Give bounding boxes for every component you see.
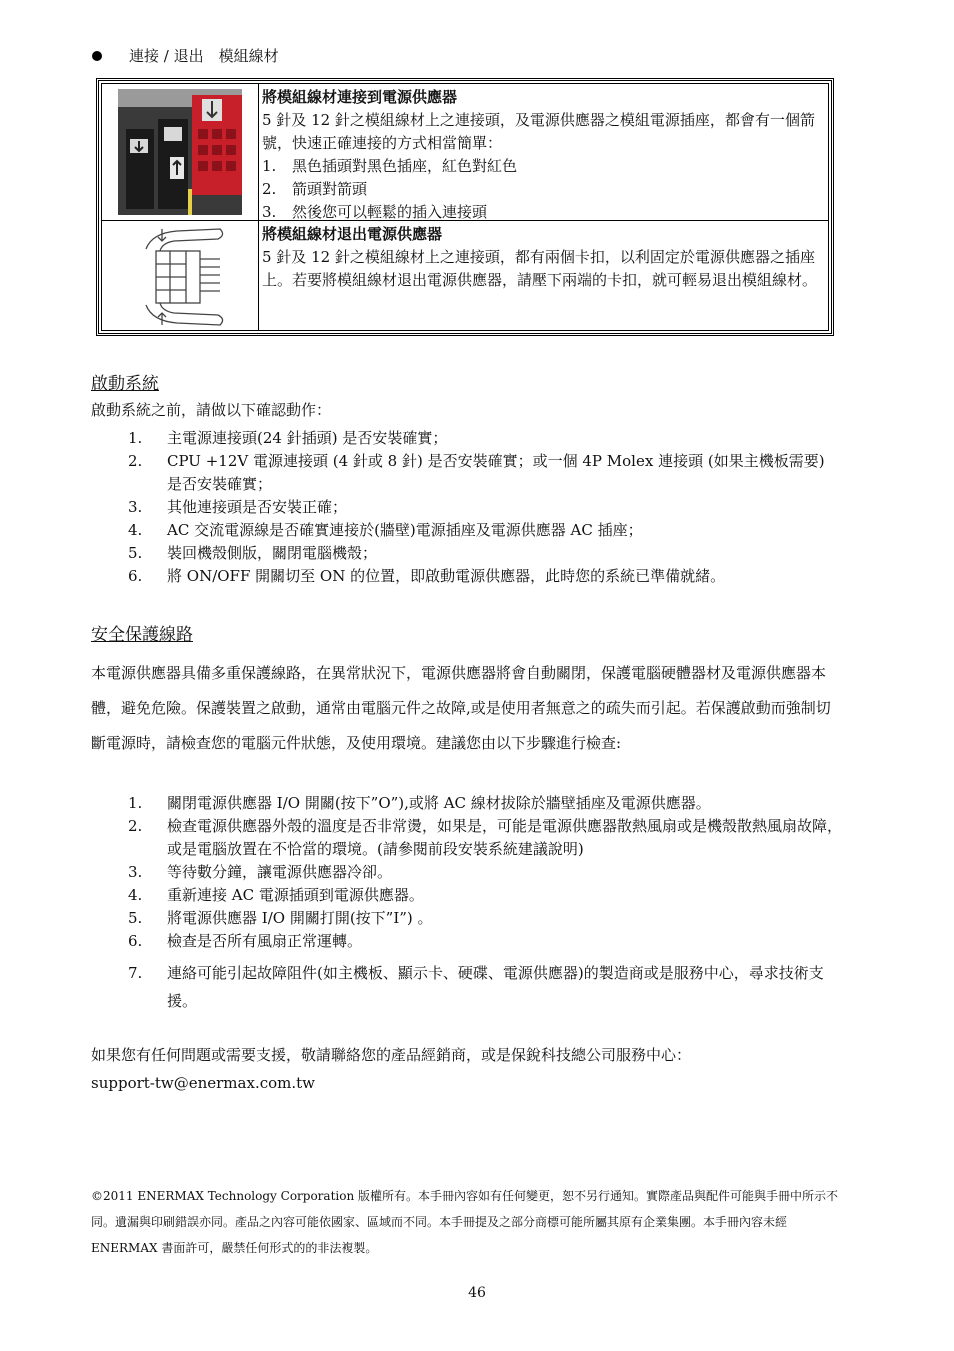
list-item: 5. 將電源供應器 I/O 開關打開(按下”I”) 。: [128, 909, 433, 927]
bullet-heading: 連接 / 退出 模組線材: [129, 47, 279, 65]
connect-step: 3. 然後您可以輕鬆的插入連接頭: [262, 203, 488, 221]
startup-intro: 啟動系統之前，請做以下確認動作：: [91, 401, 332, 419]
connector-diagram: [102, 221, 258, 333]
bullet-dot-icon: [92, 51, 102, 61]
connect-row: [102, 84, 828, 221]
copyright-notice: ©2011 ENERMAX Technology Corporation 版權所有。本手冊內容如有任何變更，恕不另行通知。實際產品與配件可能與手冊中所示不同。遺漏與印刷錯誤亦同。產品之內容可能依國家、區域而不同。本手冊提及之部分商標可能所屬其原有企業集團。本手冊內容未經 ENERMAX 書面許可，嚴禁任何形式的的非法複製。: [91, 1189, 839, 1255]
list-item: 2. 檢查電源供應器外殼的溫度是否非常燙，如果是，可能是電源供應器散熱風扇或是機殼散熱風扇故障，或是電腦放置在不恰當的環境。(請參閱前段安裝系統建議說明): [128, 817, 843, 858]
connector-photo: [118, 89, 242, 215]
connect-body: 5 針及 12 針之模組線材上之連接頭，及電源供應器之模組電源插座，都會有一個箭號，快速正確連接的方式相當簡單：: [262, 111, 815, 152]
protection-list: [91, 792, 843, 1015]
connect-text-cell: [262, 86, 822, 224]
page-number: 46: [468, 1285, 486, 1301]
protection-heading: 安全保護線路: [91, 625, 193, 645]
list-item: 1. 主電源連接頭(24 針插頭) 是否安裝確實；: [128, 429, 448, 447]
support-email[interactable]: support-tw@enermax.com.tw: [91, 1074, 315, 1092]
list-item: 5. 裝回機殼側版，關閉電腦機殼；: [128, 544, 378, 562]
list-item: 3. 其他連接頭是否安裝正確；: [128, 498, 348, 516]
list-item: 3. 等待數分鐘，讓電源供應器冷卻。: [128, 863, 393, 881]
list-item: 4. AC 交流電源線是否確實連接於(牆壁)電源插座及電源供應器 AC 插座；: [128, 521, 643, 539]
startup-heading: 啟動系統: [91, 374, 159, 394]
eject-image-cell: [102, 221, 259, 330]
list-item: 6. 檢查是否所有風扇正常運轉。: [128, 932, 363, 950]
connect-step: 1. 黑色插頭對黑色插座，紅色對紅色: [262, 157, 518, 175]
startup-list: [91, 427, 843, 588]
section-bullet: [92, 45, 279, 66]
support-note: 如果您有任何問題或需要支援，敬請聯絡您的產品經銷商，或是保銳科技總公司服務中心：: [91, 1046, 692, 1064]
list-item: 1. 關閉電源供應器 I/O 開關(按下”O”),或將 AC 線材拔除於牆壁插座及電源供應器。: [128, 794, 711, 812]
connect-title: 將模組線材連接到電源供應器: [262, 88, 458, 106]
connect-step: 2. 箭頭對箭頭: [262, 180, 368, 198]
eject-body: 5 針及 12 針之模組線材上之連接頭，都有兩個卡扣，以利固定於電源供應器之插座上。若要將模組線材退出電源供應器，請壓下兩端的卡扣，就可輕易退出模組線材。: [262, 248, 818, 289]
eject-text-cell: [262, 223, 822, 292]
eject-title: 將模組線材退出電源供應器: [262, 225, 443, 243]
list-item: 2. CPU +12V 電源連接頭 (4 針或 8 針) 是否安裝確實；或一個 4P Molex 連接頭 (如果主機板需要) 是否安裝確實；: [128, 452, 825, 493]
list-item: 7. 連絡可能引起故障阻件(如主機板、顯示卡、硬碟、電源供應器)的製造商或是服務中心，尋求技術支援。: [128, 964, 824, 1010]
connect-image-cell: [102, 84, 259, 220]
protection-intro: 本電源供應器具備多重保護線路，在異常狀況下，電源供應器將會自動關閉，保護電腦硬體器材及電源供應器本體，避免危險。保護裝置之啟動，通常由電腦元件之故障,或是使用者無意之的疏失而引起。若保護啟動而強制切斷電源時，請檢查您的電腦元件狀態，及使用環境。建議您由以下步驟進行檢查:: [91, 664, 831, 752]
list-item: 6. 將 ON/OFF 開關切至 ON 的位置，即啟動電源供應器，此時您的系統已準備就緒。: [128, 567, 726, 585]
support-text: [91, 1041, 843, 1097]
list-item: 4. 重新連接 AC 電源插頭到電源供應器。: [128, 886, 424, 904]
connector-table: [96, 78, 834, 336]
eject-row: [102, 221, 828, 330]
